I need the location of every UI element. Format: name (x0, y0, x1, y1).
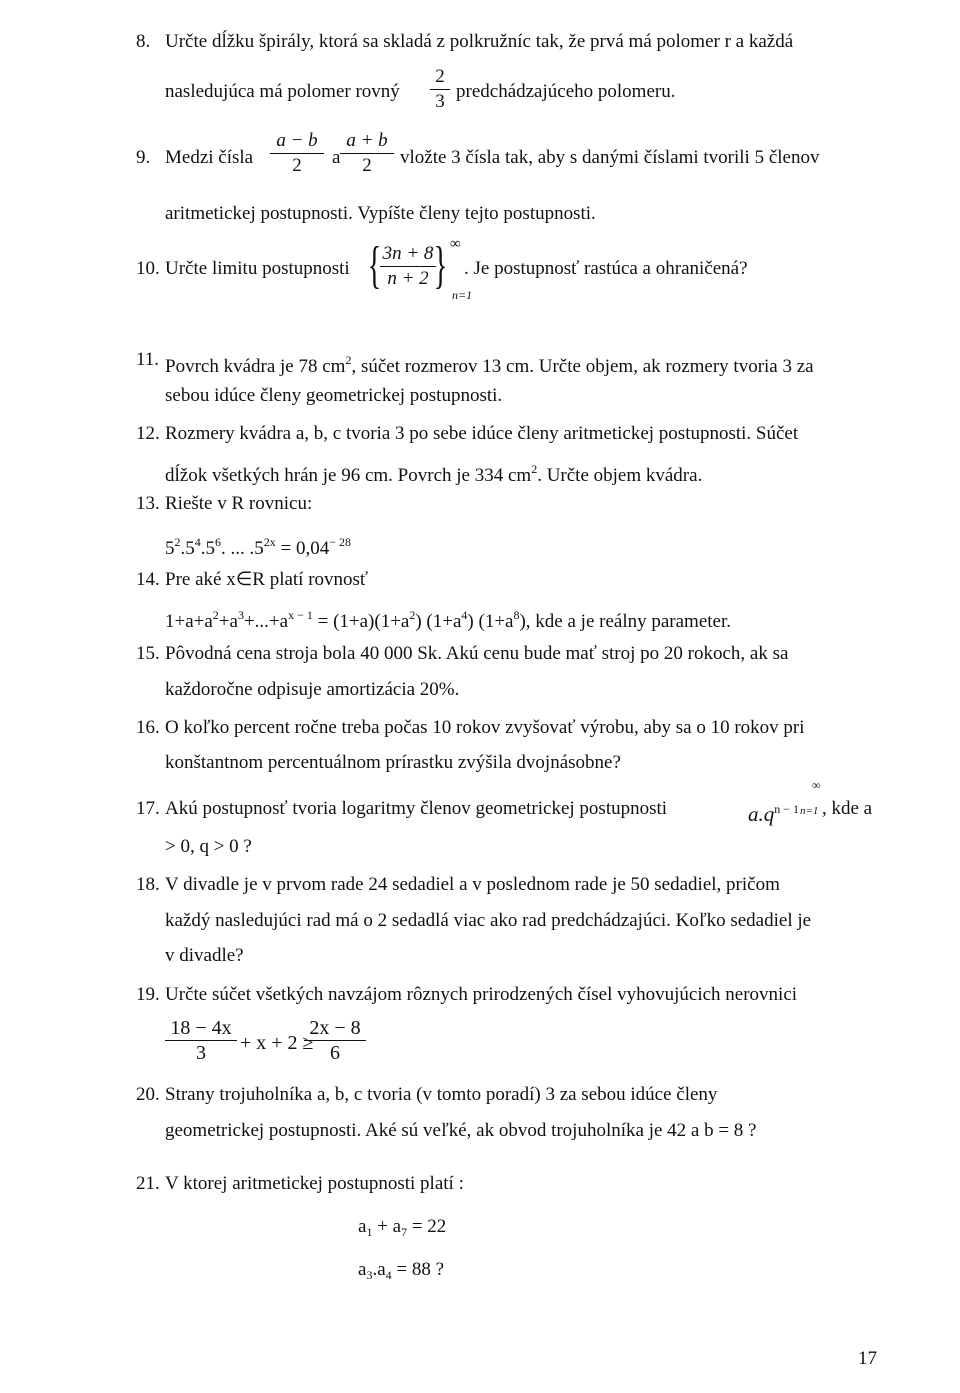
item-number: 12. (136, 423, 160, 444)
item-18-line-2: každý nasledujúci rad má o 2 sedadlá viac ako rad predchádzajúci. Koľko sedadiel je (165, 910, 812, 931)
item-11-line-2: sebou idúce členy geometrickej postupnosti. (165, 385, 503, 406)
item-9-text-b: vložte 3 čísla tak, aby s danými číslami tvorili 5 členov (400, 147, 820, 168)
item-18-line-1: V divadle je v prvom rade 24 sedadiel a v poslednom rade je 50 sedadiel, pričom (165, 874, 780, 895)
item-9-text-a: Medzi čísla (165, 147, 254, 168)
page-number: 17 (858, 1348, 877, 1369)
item-number: 13. (136, 493, 160, 514)
fraction-left: 18 − 4x 3 (165, 1017, 237, 1064)
item-15-line-1: Pôvodná cena stroja bola 40 000 Sk. Akú cenu bude mať stroj po 20 rokoch, ak sa (165, 643, 789, 664)
item-21-equation-1: $a_1 + a_7 = 22$ (358, 1216, 447, 1239)
left-brace: { (367, 237, 382, 294)
item-21-line-1: V ktorej aritmetickej postupnosti platí : (165, 1173, 464, 1194)
item-number: 20. (136, 1084, 160, 1105)
item-number: 16. (136, 717, 160, 738)
infinity-symbol: ∞ (450, 236, 461, 252)
item-17-line-1: Akú postupnosť tvoria logaritmy členov geometrickej postupnosti (165, 798, 668, 819)
item-number: 10. (136, 258, 160, 279)
item-number: 15. (136, 643, 160, 664)
index-lower: n=1 (800, 805, 819, 817)
item-17-line-2: > 0, q > 0 ? (165, 836, 252, 857)
element-of-icon: ∈ (235, 569, 253, 590)
item-number: 9. (136, 147, 151, 168)
item-10-text-b: . Je postupnosť rastúca a ohraničená? (464, 258, 748, 279)
item-number: 14. (136, 569, 160, 590)
item-9-line-2: aritmetickej postupnosti. Vypíšte členy tejto postupnosti. (165, 203, 596, 224)
fraction-sequence: 3n + 8 n + 2 (380, 243, 436, 290)
item-17-line-1b: , kde a (822, 798, 873, 819)
geometric-sequence-expr: $a.q^{n - 1}$ (748, 802, 800, 826)
item-8-line-2b: predchádzajúceho polomeru. (456, 81, 676, 102)
item-12-line-1: Rozmery kvádra a, b, c tvoria 3 po sebe idúce členy aritmetickej postupnosti. Súčet (165, 423, 799, 444)
item-14-line-1: Pre aké x∈R platí rovnosť (165, 569, 369, 590)
fraction-two-thirds: 2 3 (430, 66, 450, 113)
right-brace: } (433, 237, 448, 294)
item-number: 21. (136, 1173, 160, 1194)
item-number: 17. (136, 798, 160, 819)
index-lower: n=1 (452, 288, 473, 302)
item-13-line-1: Riešte v R rovnicu: (165, 493, 313, 514)
item-20-line-1: Strany trojuholníka a, b, c tvoria (v tomto poradí) 3 za sebou idúce členy (165, 1084, 718, 1105)
item-10-text-a: Určte limitu postupnosti (165, 258, 350, 279)
item-8-line-1: Určte dĺžku špirály, ktorá sa skladá z polkružníc tak, že prvá má polomer r a každá (165, 31, 794, 52)
item-number: 18. (136, 874, 160, 895)
item-21-equation-2: $a_3.a_4 = 88$ ? (358, 1259, 445, 1282)
item-13-equation: $5^2.5^4.5^6$. ... $.5^{2x} = 0,04^{- 28}$ (165, 535, 351, 559)
item-18-line-3: v divadle? (165, 945, 244, 966)
item-16-line-2: konštantnom percentuálnom prírastku zvýšila dvojnásobne? (165, 752, 621, 773)
item-14-line-2: $1+a+a^2+a^3+...+a^{x - 1} = (1+a)(1+a^2)$ $(1+a^4)$ $(1+a^8)$, kde a je reálny parameter. (165, 608, 732, 632)
item-15-line-2: každoročne odpisuje amortizácia 20%. (165, 679, 460, 700)
item-12-line-2: dĺžok všetkých hrán je 96 cm. Povrch je 334 $cm^2$. Určte objem kvádra. (165, 462, 703, 486)
item-8-line-2a: nasledujúca má polomer rovný (165, 81, 400, 102)
item-11-line-1: Povrch kvádra je 78 $cm^2$, súčet rozmerov 13 cm. Určte objem, ak rozmery tvoria 3 za (165, 353, 814, 377)
fraction-a-plus-b: a + b 2 (340, 130, 394, 177)
inequality-mid: + x + 2 ≥ (240, 1032, 314, 1054)
item-20-line-2: geometrickej postupnosti. Aké sú veľké, ak obvod trojuholníka je 42 a b = 8 ? (165, 1120, 757, 1141)
item-19-line-1: Určte súčet všetkých navzájom rôznych prirodzených čísel vyhovujúcich nerovnici (165, 984, 798, 1005)
item-16-line-1: O koľko percent ročne treba počas 10 rokov zvyšovať výrobu, aby sa o 10 rokov pri (165, 717, 805, 738)
infinity-symbol: ∞ (812, 778, 821, 792)
item-number: 11. (136, 349, 160, 370)
fraction-right: 2x − 8 6 (304, 1017, 366, 1064)
item-number: 19. (136, 984, 160, 1005)
item-number: 8. (136, 31, 151, 52)
fraction-a-minus-b: a − b 2 (270, 130, 324, 177)
item-9-mid: a (332, 147, 341, 168)
